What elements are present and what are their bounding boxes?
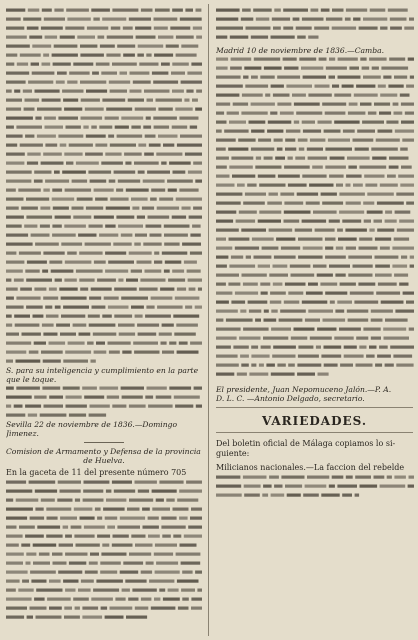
right-paragraph-3 bbox=[216, 473, 413, 503]
right-paragraph-2 bbox=[216, 55, 413, 385]
article-title-2: de Huelva. bbox=[83, 456, 125, 465]
right-separator bbox=[216, 407, 413, 408]
left-tail-line-1: S. para su inteligencia y cumplimiento en la parte bbox=[6, 366, 199, 375]
right-paragraph-1 bbox=[216, 6, 413, 46]
left-date-line: Sevilla 22 de noviembre de 1836.—Domingo bbox=[6, 420, 178, 429]
section-sub: Milicianos nacionales.—La faccion del rebelde bbox=[216, 463, 405, 472]
article-lead: En la gaceta de 11 del presente número 705 bbox=[6, 468, 187, 477]
left-signature: Jimenez. bbox=[6, 429, 39, 438]
section-lead-2: guiente: bbox=[216, 449, 250, 458]
article-title: Comision de Armamento y Defensa de la provincia bbox=[6, 447, 201, 456]
right-separator-2 bbox=[216, 432, 413, 433]
left-tail-line-2: que le toque. bbox=[6, 375, 57, 384]
right-signature-1: El presidente, Juan Nepomuceno Jalón.—P. A. bbox=[216, 385, 392, 394]
right-column bbox=[210, 0, 418, 640]
section-lead: Del boletin oficial de Málaga copiamos lo si- bbox=[216, 439, 396, 448]
left-paragraph-2 bbox=[6, 384, 202, 420]
right-signature-2: D. L. C. —Antonio Delgado, secretario. bbox=[216, 394, 365, 403]
left-paragraph-3 bbox=[6, 478, 202, 628]
left-separator bbox=[84, 442, 124, 443]
left-paragraph-1 bbox=[6, 6, 202, 366]
left-column bbox=[0, 0, 207, 640]
section-heading: VARIEDADES. bbox=[261, 414, 368, 428]
right-date-line: Madrid 10 de noviembre de 1836.—Camba. bbox=[216, 46, 385, 55]
column-divider bbox=[208, 4, 209, 636]
